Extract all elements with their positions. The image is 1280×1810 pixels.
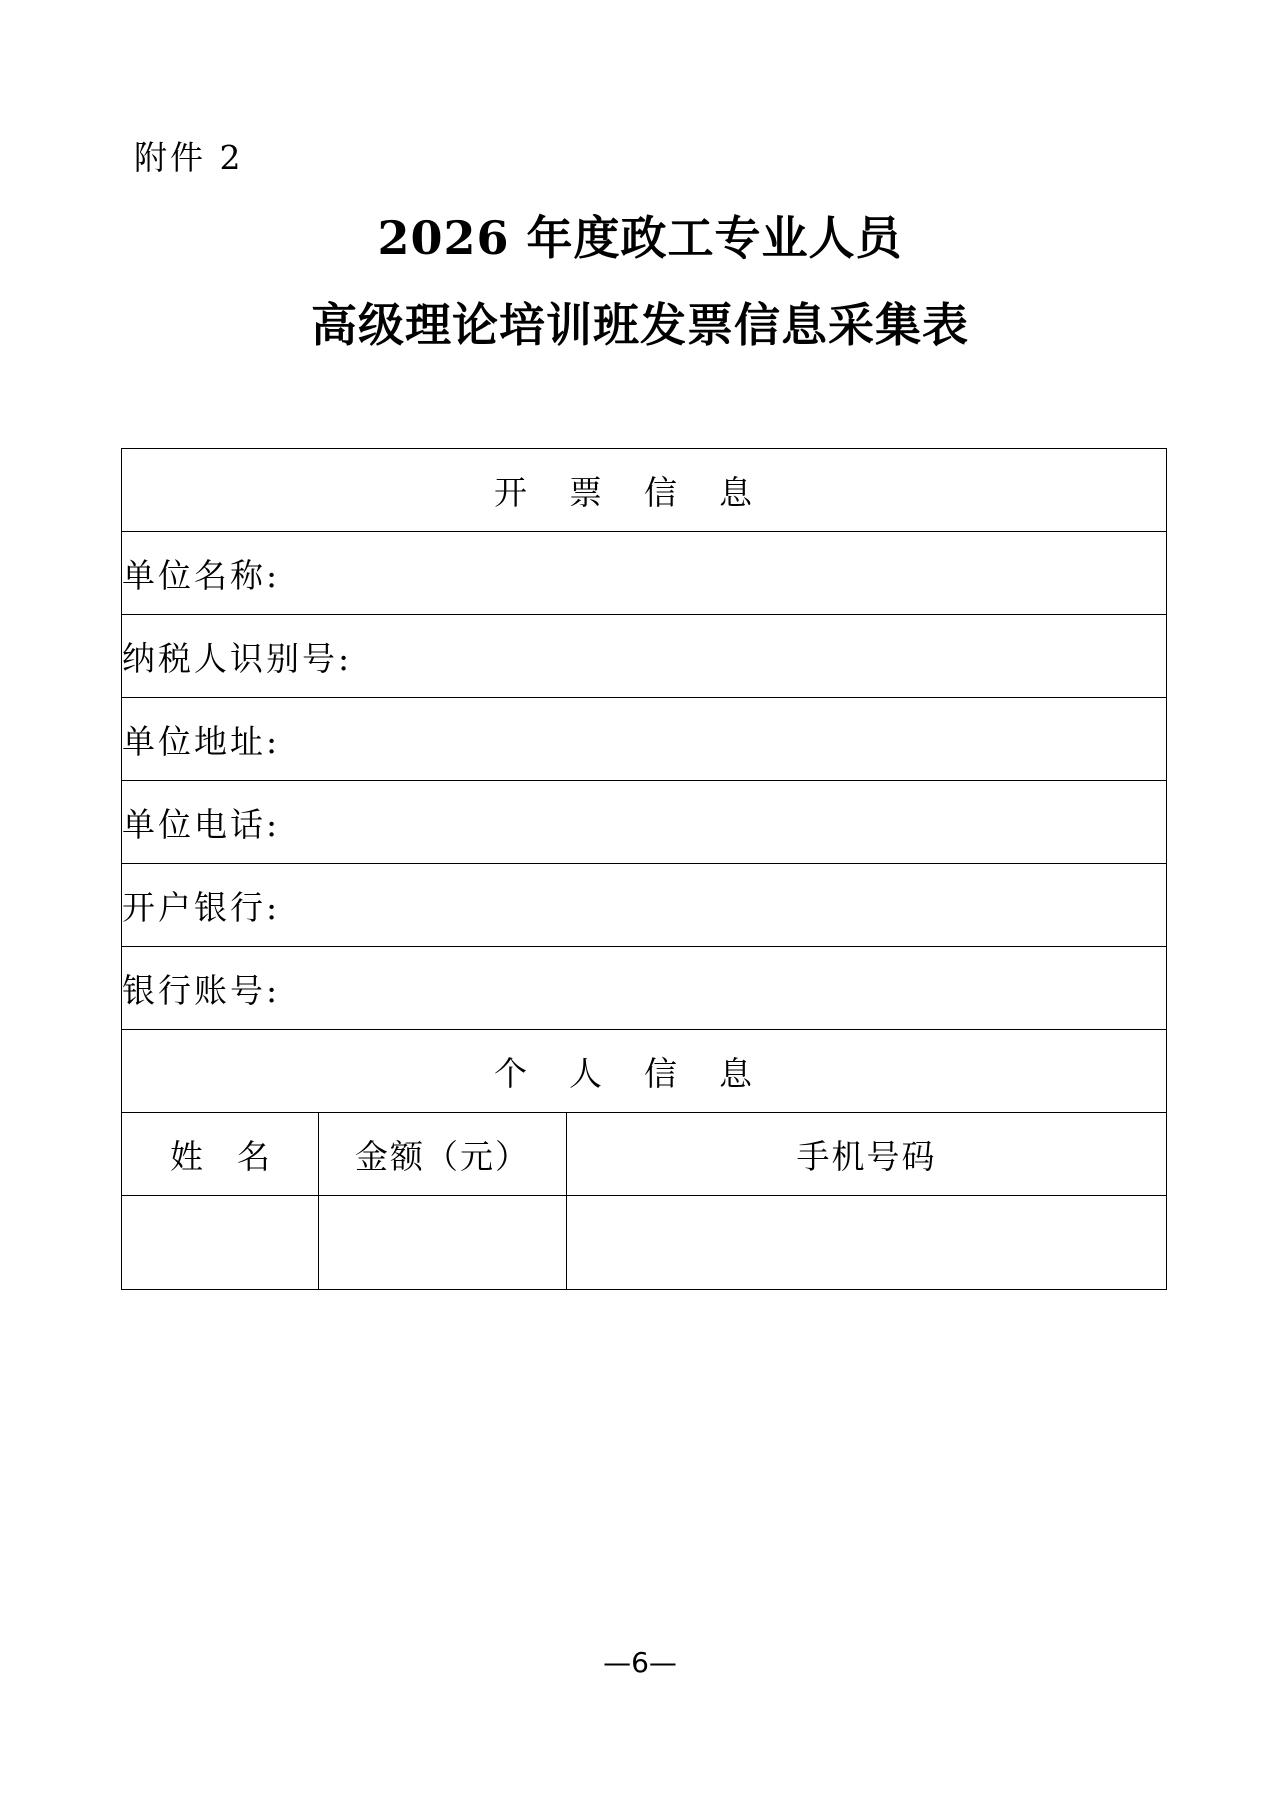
personal-section-heading: 个人信息 — [122, 1030, 1167, 1113]
field-company-phone[interactable] — [122, 781, 1167, 864]
attachment-label: 附件 2 — [134, 138, 244, 177]
field-taxpayer-id[interactable] — [122, 615, 1167, 698]
field-company-address[interactable] — [122, 698, 1167, 781]
field-taxpayer-id-label: 纳税人识别号: — [122, 638, 353, 678]
cell-amount[interactable] — [319, 1196, 567, 1290]
invoice-info-table — [121, 448, 1167, 1290]
field-company-phone-label: 单位电话: — [122, 804, 281, 844]
form-title-line-2: 高级理论培训班发票信息采集表 — [311, 298, 969, 352]
field-bank-account-label: 银行账号: — [122, 970, 281, 1010]
table-row — [122, 1196, 1167, 1290]
cell-phone[interactable] — [567, 1196, 1167, 1290]
column-header-name: 姓名 — [122, 1113, 319, 1196]
column-header-amount: 金额（元） — [319, 1113, 567, 1196]
field-company-address-label: 单位地址: — [122, 721, 281, 761]
invoice-section-heading: 开票信息 — [122, 449, 1167, 532]
page-number: —6— — [603, 1646, 677, 1679]
form-title-line-1: 2026 年度政工专业人员 — [377, 211, 903, 265]
field-bank-account[interactable] — [122, 947, 1167, 1030]
field-bank-name[interactable] — [122, 864, 1167, 947]
field-company-name[interactable] — [122, 532, 1167, 615]
cell-name[interactable] — [122, 1196, 319, 1290]
field-company-name-label: 单位名称: — [122, 555, 281, 595]
field-bank-name-label: 开户银行: — [122, 887, 281, 927]
column-header-phone: 手机号码 — [567, 1113, 1167, 1196]
